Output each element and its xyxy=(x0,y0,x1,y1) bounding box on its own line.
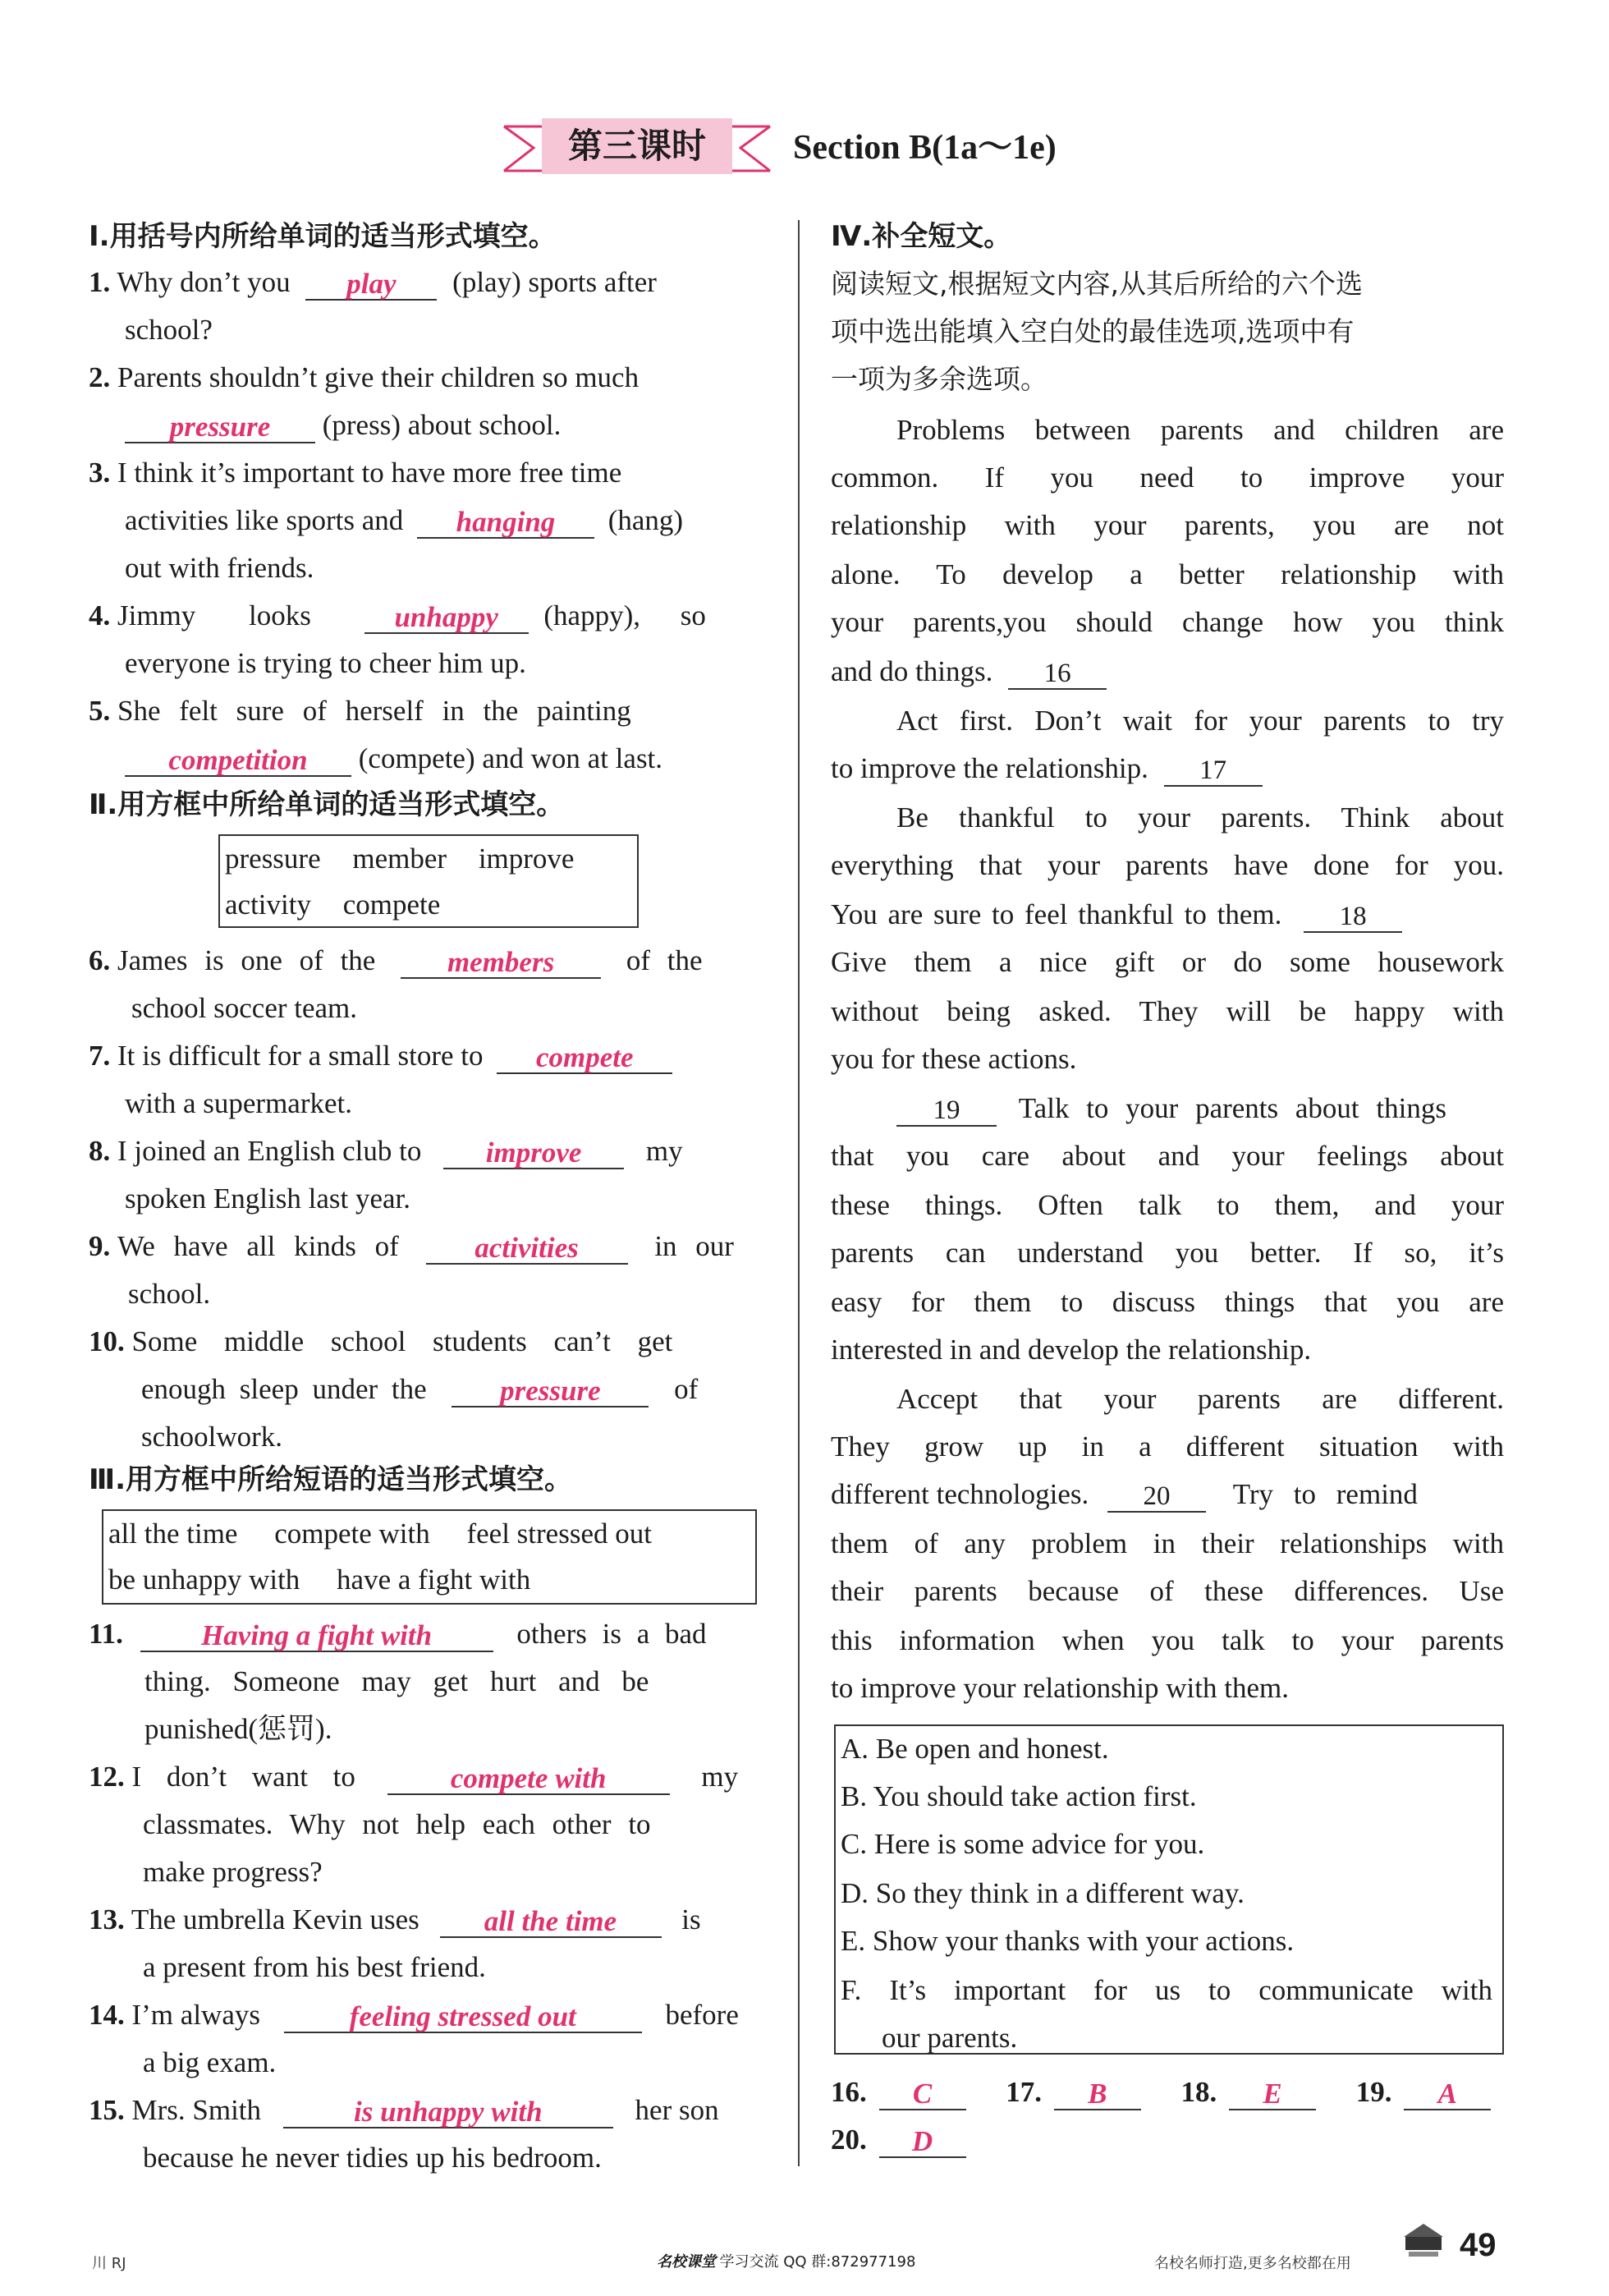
footer-slogan: 名校名师打造,更多名校都在用 xyxy=(1154,2255,1351,2272)
answer-17[interactable]: B xyxy=(1054,2076,1141,2110)
answer-blank-7[interactable]: compete xyxy=(497,1040,672,1074)
option-e: E. Show your thanks with your actions. xyxy=(841,1925,1295,1957)
passage-line: these things. Often talk to them, and your xyxy=(831,1189,1504,1221)
question-12: 12. I don’t want to compete with my xyxy=(89,1761,739,1794)
question-5: 5. She felt sure of herself in the painting xyxy=(89,695,631,727)
question-15-cont: because he never tidies up his bedroom. xyxy=(143,2142,602,2174)
question-11: 11. Having a fight with others is a bad xyxy=(89,1618,707,1651)
question-3-cont2: out with friends. xyxy=(125,552,314,584)
lesson-banner xyxy=(497,115,777,182)
answer-blank-9[interactable]: activities xyxy=(426,1230,628,1265)
question-15: 15. Mrs. Smith is unhappy with her son xyxy=(89,2094,719,2128)
instructions-line-3: 一项为多余选项。 xyxy=(831,363,1047,395)
answer-blank-1[interactable]: play xyxy=(305,266,437,301)
question-6: 6. James is one of the members of the xyxy=(89,944,703,978)
answer-19[interactable]: A xyxy=(1404,2076,1491,2110)
answer-blank-15[interactable]: is unhappy with xyxy=(283,2094,613,2128)
instructions-line-1: 阅读短文,根据短文内容,从其后所给的六个选 xyxy=(831,268,1363,300)
answer-18[interactable]: E xyxy=(1229,2076,1316,2110)
question-12-cont: classmates. Why not help each other to xyxy=(143,1808,651,1840)
school-logo-icon xyxy=(1400,2217,1446,2260)
passage-line: and do things. 16 xyxy=(831,654,1107,690)
passage-line: Accept that your parents are different. xyxy=(896,1383,1504,1415)
part2-word-box xyxy=(218,834,639,928)
answer-blank-11[interactable]: Having a fight with xyxy=(140,1618,493,1652)
part3-title: Ⅲ.用方框中所给短语的适当形式填空。 xyxy=(89,1463,573,1496)
question-1: 1. Why don’t you play (play) sports after xyxy=(89,266,657,300)
answer-blank-13[interactable]: all the time xyxy=(440,1903,662,1938)
passage-line: parents can understand you better. If so, it’s xyxy=(831,1237,1504,1269)
passage-blank-19[interactable]: 19 xyxy=(896,1092,997,1127)
question-9-cont: school. xyxy=(128,1278,211,1310)
page-number: 49 xyxy=(1460,2227,1497,2263)
options-box xyxy=(834,1724,1504,2055)
answer-blank-4[interactable]: unhappy xyxy=(364,599,529,634)
lesson-title: 第三课时 xyxy=(567,126,706,166)
passage-line: Problems between parents and children are xyxy=(896,414,1504,446)
passage-line: alone. To develop a better relationship with xyxy=(831,558,1504,590)
passage-line: They grow up in a different situation with xyxy=(831,1430,1504,1463)
question-10-cont2: schoolwork. xyxy=(141,1421,283,1453)
part4-title: Ⅳ.补全短文。 xyxy=(831,220,1012,253)
part1-title: Ⅰ.用括号内所给单词的适当形式填空。 xyxy=(89,220,557,253)
question-11-cont: thing. Someone may get hurt and be xyxy=(144,1665,649,1697)
passage-line: this information when you talk to your parents xyxy=(831,1624,1504,1656)
option-d: D. So they think in a different way. xyxy=(841,1877,1245,1909)
instructions-line-2: 项中选出能填入空白处的最佳选项,选项中有 xyxy=(831,315,1355,347)
passage-line: Give them a nice gift or do some housework xyxy=(831,946,1504,978)
passage-blank-18[interactable]: 18 xyxy=(1304,898,1402,933)
option-f-cont: our parents. xyxy=(882,2022,1018,2054)
passage-line: interested in and develop the relationship. xyxy=(831,1334,1312,1366)
answers-row-2: 20. D xyxy=(831,2122,966,2158)
passage-line: You are sure to feel thankful to them. 18 xyxy=(831,897,1402,933)
passage-line: relationship with your parents, you are not xyxy=(831,509,1504,541)
question-13: 13. The umbrella Kevin uses all the time is xyxy=(89,1903,701,1937)
section-title: Section B(1a～1e) xyxy=(793,129,1057,167)
footer-edition: 川 RJ xyxy=(92,2255,126,2272)
option-b: B. You should take action first. xyxy=(841,1780,1197,1812)
passage-line: them of any problem in their relationships with xyxy=(831,1527,1504,1559)
question-5-cont: competition (compete) and won at last. xyxy=(125,741,662,777)
question-10-cont: enough sleep under the pressure of xyxy=(141,1373,699,1407)
option-f: F. It’s important for us to communicate with xyxy=(841,1974,1492,2006)
passage-line: that you care about and your feelings about xyxy=(831,1140,1504,1172)
question-3-cont: activities like sports and hanging (hang) xyxy=(125,504,684,538)
question-2: 2. Parents shouldn’t give their children so much xyxy=(89,361,639,393)
phrase-box-row1: all the time compete with feel stressed out xyxy=(108,1518,652,1550)
question-8-cont: spoken English last year. xyxy=(125,1182,411,1215)
question-14-cont: a big exam. xyxy=(143,2046,277,2078)
column-divider xyxy=(798,220,800,2166)
passage-line: common. If you need to improve your xyxy=(831,461,1504,494)
answer-blank-2[interactable]: pressure xyxy=(125,409,315,443)
passage-line: to improve the relationship. 17 xyxy=(831,751,1263,787)
passage-line: Be thankful to your parents. Think about xyxy=(896,801,1504,833)
answer-blank-14[interactable]: feeling stressed out xyxy=(284,1999,642,2033)
question-7-cont: with a supermarket. xyxy=(125,1087,352,1119)
question-7: 7. It is difficult for a small store to compete xyxy=(89,1038,672,1074)
passage-line: easy for them to discuss things that you are xyxy=(831,1286,1504,1318)
passage-line: your parents,you should change how you think xyxy=(831,606,1504,638)
question-12-cont2: make progress? xyxy=(143,1856,323,1888)
answer-blank-6[interactable]: members xyxy=(401,944,601,979)
word-box-row2: activity compete xyxy=(225,889,441,921)
passage-line: everything that your parents have done for you. xyxy=(831,849,1504,881)
passage-line: 19 Talk to your parents about things xyxy=(896,1091,1446,1127)
footer-qq-group: 学习交流 QQ 群:872977198 xyxy=(719,2253,916,2271)
question-11-cont2: punished(惩罚). xyxy=(144,1713,332,1745)
question-3: 3. I think it’s important to have more free time xyxy=(89,457,622,489)
brand-logo-text: 名校课堂 xyxy=(657,2253,716,2271)
part2-title: Ⅱ.用方框中所给单词的适当形式填空。 xyxy=(89,788,565,821)
question-4-cont: everyone is trying to cheer him up. xyxy=(125,647,526,679)
passage-line: different technologies. 20 Try to remind xyxy=(831,1478,1418,1511)
passage-line: Act first. Don’t wait for your parents to try xyxy=(896,705,1504,737)
question-8: 8. I joined an English club to improve my xyxy=(89,1135,683,1169)
footer-center xyxy=(657,2250,915,2271)
phrase-box-row2: be unhappy with have a fight with xyxy=(108,1564,531,1596)
passage-line: without being asked. They will be happy with xyxy=(831,995,1504,1027)
question-10: 10. Some middle school students can’t get xyxy=(89,1325,673,1357)
passage-line: their parents because of these differences. Use xyxy=(831,1575,1504,1607)
option-a: A. Be open and honest. xyxy=(841,1733,1109,1765)
answer-20[interactable]: D xyxy=(879,2124,966,2158)
option-c: C. Here is some advice for you. xyxy=(841,1828,1205,1860)
question-6-cont: school soccer team. xyxy=(131,992,358,1024)
answer-blank-12[interactable]: compete with xyxy=(387,1761,670,1795)
answer-blank-3[interactable]: hanging xyxy=(417,504,594,539)
answer-blank-8[interactable]: improve xyxy=(443,1135,624,1169)
question-1-cont: school? xyxy=(125,314,213,346)
question-2-cont: pressure (press) about school. xyxy=(125,407,561,443)
passage-blank-17[interactable]: 17 xyxy=(1164,752,1263,787)
passage-blank-20[interactable]: 20 xyxy=(1107,1478,1206,1513)
part3-phrase-box xyxy=(102,1509,757,1605)
question-14: 14. I’m always feeling stressed out before xyxy=(89,1999,739,2032)
question-9: 9. We have all kinds of activities in our xyxy=(89,1230,734,1264)
answer-blank-5[interactable]: competition xyxy=(125,742,351,777)
answer-blank-10[interactable]: pressure xyxy=(452,1373,649,1407)
passage-blank-16[interactable]: 16 xyxy=(1008,655,1107,690)
word-box-row1: pressure member improve xyxy=(225,843,575,875)
question-13-cont: a present from his best friend. xyxy=(143,1951,486,1983)
passage-line: to improve your relationship with them. xyxy=(831,1672,1289,1704)
answers-row-1: 16. C 17. B 18. E 19. A xyxy=(831,2074,1491,2110)
passage-line: you for these actions. xyxy=(831,1043,1077,1075)
answer-16[interactable]: C xyxy=(879,2076,966,2110)
question-4: 4. Jimmy looks unhappy (happy), so xyxy=(89,599,706,633)
